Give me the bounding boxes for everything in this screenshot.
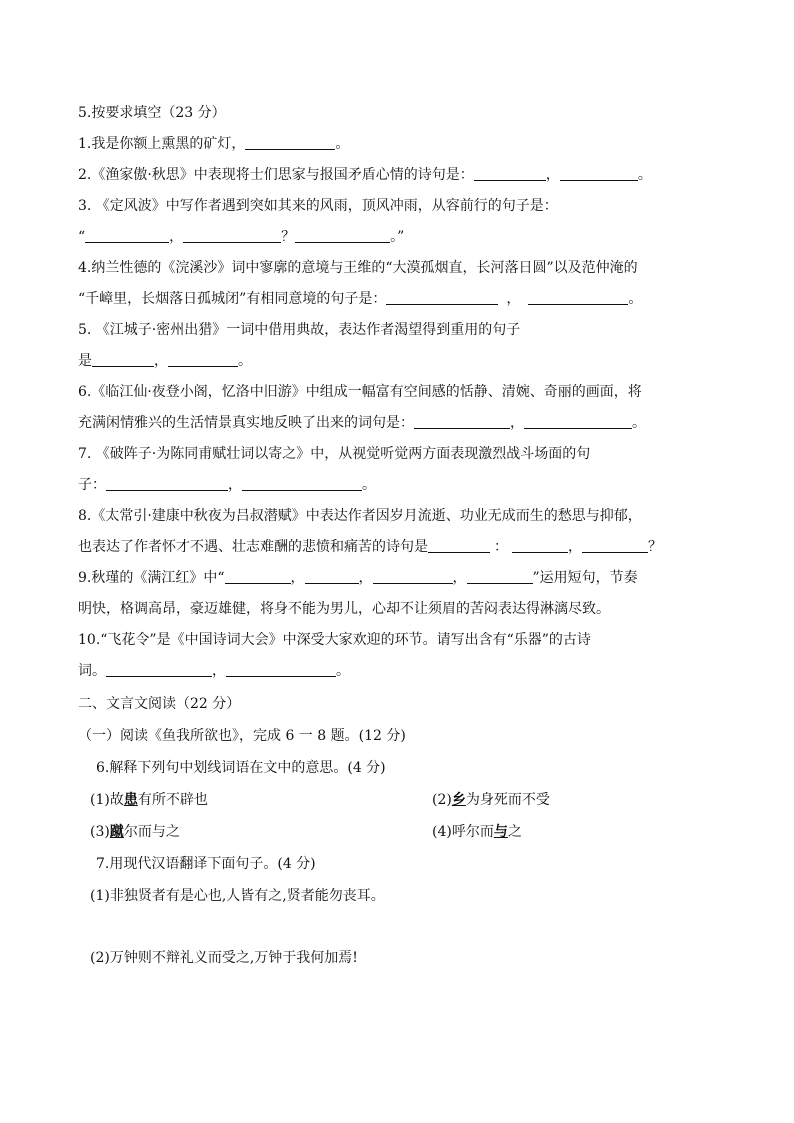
- q6-item-3: (3)蹴尔而与之: [90, 824, 180, 840]
- answer-blank[interactable]: [305, 569, 359, 584]
- answer-blank[interactable]: [524, 414, 632, 429]
- question-4-line2: “千嶂里，长烟落日孤城闭”有相同意境的句子是： ， 。: [78, 291, 643, 307]
- answer-blank[interactable]: [512, 538, 568, 553]
- question-9-line2: 明快，格调高昂，豪迈雄健，将身不能为男儿，心却不让须眉的苦闷表达得淋漓尽致。: [78, 601, 610, 617]
- q7-sentence-1: (1)非独贤者有是心也,人皆有之,贤者能勿丧耳。: [90, 888, 385, 904]
- answer-blank[interactable]: [245, 135, 335, 150]
- answer-blank[interactable]: [168, 352, 238, 367]
- q6-item-2: (2)乡为身死而不受: [432, 792, 550, 808]
- answer-blank[interactable]: [386, 290, 498, 305]
- answer-blank[interactable]: [92, 352, 154, 367]
- question-6-line2: 充满闲情雅兴的生活情景真实地反映了出来的词句是： ， 。: [78, 415, 646, 431]
- answer-blank[interactable]: [225, 569, 291, 584]
- q7-title: 7.用现代汉语翻译下面句子。(4 分): [96, 856, 316, 872]
- answer-blank[interactable]: [242, 476, 362, 491]
- answer-blank[interactable]: [428, 538, 490, 553]
- answer-blank[interactable]: [183, 228, 281, 243]
- answer-blank[interactable]: [226, 662, 336, 677]
- question-10-line1: 10.“飞花令”是《中国诗词大会》中深受大家欢迎的环节。请写出含有“乐器”的古诗: [78, 632, 591, 648]
- section5-title: 5.按要求填空（23 分）: [78, 105, 226, 121]
- q7-sentence-2: (2)万钟则不辩礼义而受之,万钟于我何加焉!: [90, 950, 358, 966]
- question-9-line1: 9.秋瑾的《满江红》中“ ， ， ， ”运用短句，节奏: [78, 570, 638, 586]
- answer-blank[interactable]: [373, 569, 453, 584]
- question-5-line1: 5. 《江城子·密州出猎》一词中借用典故，表达作者渴望得到重用的句子: [78, 322, 521, 338]
- q6-items-row1: [90, 790, 732, 810]
- answer-blank[interactable]: [474, 166, 546, 181]
- q6-items-row2: [90, 822, 732, 842]
- question-3-line1: 3. 《定风波》中写作者遇到突如其来的风雨，顶风冲雨，从容前行的句子是：: [78, 198, 558, 214]
- q6-item-4: (4)呼尔而与之: [432, 824, 522, 840]
- question-2: 2.《渔家傲·秋思》中表现将士们思家与报国矛盾心情的诗句是： ， 。: [78, 167, 652, 183]
- answer-blank[interactable]: [414, 414, 510, 429]
- section2-sub1: （一）阅读《鱼我所欲也》，完成 6 一 8 题。(12 分): [78, 728, 406, 744]
- answer-blank[interactable]: [560, 166, 638, 181]
- question-8-line2: 也表达了作者怀才不遇、壮志难酬的悲愤和痛苦的诗句是 ： ， ？: [78, 539, 662, 555]
- answer-blank[interactable]: [85, 228, 169, 243]
- answer-blank[interactable]: [106, 662, 212, 677]
- question-4-line1: 4.纳兰性德的《浣溪沙》词中寥廓的意境与王维的“大漠孤烟直，长河落日圆”以及范仲淹的: [78, 260, 638, 276]
- section2-title: 二、文言文阅读（22 分）: [78, 696, 241, 712]
- answer-blank[interactable]: [467, 569, 533, 584]
- question-6-line1: 6.《临江仙·夜登小阁，忆洛中旧游》中组成一幅富有空间感的恬静、清婉、奇丽的画面，将: [78, 384, 642, 400]
- q6-item-1: (1)故患有所不辟也: [90, 792, 208, 808]
- question-5-line2: 是 ， 。: [78, 353, 252, 369]
- answer-blank[interactable]: [582, 538, 648, 553]
- question-7-line1: 7. 《破阵子·为陈同甫赋壮词以寄之》中，从视觉听觉两方面表现激烈战斗场面的句: [78, 446, 591, 462]
- question-3-line2: “ ， ？ 。”: [78, 229, 405, 245]
- question-8-line1: 8.《太常引·建康中秋夜为吕叔潜赋》中表达作者因岁月流逝、功业无成而生的愁思与抑郁，: [78, 508, 642, 524]
- question-1: 1.我是你额上熏黑的矿灯， 。: [78, 136, 350, 152]
- answer-blank[interactable]: [295, 228, 390, 243]
- q6-title: 6.解释下列句中划线词语在文中的意思。(4 分): [96, 760, 386, 776]
- answer-blank[interactable]: [528, 290, 628, 305]
- question-7-line2: 子： ， 。: [78, 477, 376, 493]
- answer-blank[interactable]: [106, 476, 228, 491]
- question-10-line2: 词。 ， 。: [78, 663, 350, 679]
